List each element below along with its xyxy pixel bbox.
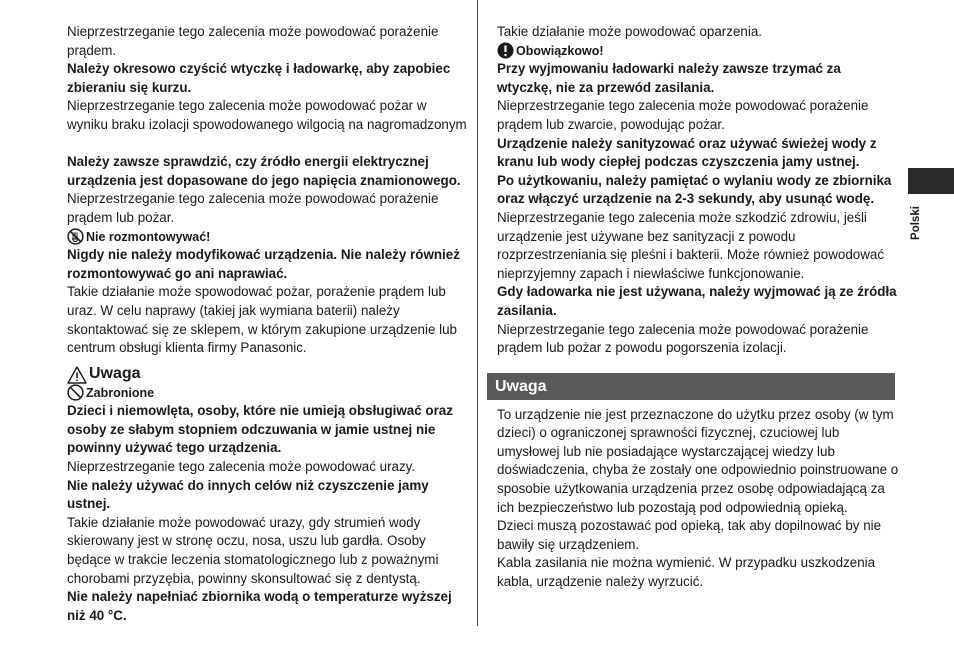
language-tab-marker bbox=[908, 168, 954, 194]
caution-section-bar: Uwaga bbox=[487, 373, 895, 400]
mandatory-heading bbox=[497, 42, 899, 61]
warning-triangle-icon bbox=[67, 366, 87, 384]
paragraph-bold: Dzieci i niemowlęta, osoby, które nie umieją obsługiwać oraz osoby ze słabym stopniem odczuwania w jamie ustnej nie powinny używać tego urządzenia. bbox=[67, 403, 453, 456]
paragraph-bold: Nie należy napełniać zbiornika wodą o temperaturze wyższej niż 40 °C. bbox=[67, 589, 452, 623]
paragraph: Dzieci muszą pozostawać pod opieką, tak aby dopilnować by nie bawiły się urządzeniem. bbox=[497, 518, 882, 552]
paragraph: Kabla zasilania nie można wymienić. W przypadku uszkodzenia kabla, urządzenie należy wyrzucić. bbox=[497, 555, 876, 590]
paragraph-bold: Przy wyjmowaniu ładowarki należy zawsze trzymać za wtyczkę, nie za przewód zasilania. bbox=[497, 61, 841, 95]
column-divider bbox=[477, 0, 478, 626]
do-not-disassemble-heading bbox=[67, 228, 467, 247]
language-label bbox=[906, 205, 926, 241]
heading-label: Obowiązkowo! bbox=[516, 43, 604, 58]
paragraph-bold: Należy okresowo czyścić wtyczkę i ładowarkę, aby zapobiec zbieraniu się kurzu. bbox=[67, 61, 451, 95]
paragraph: Nieprzestrzeganie tego zalecenia może powodować pożar w wyniku braku izolacji spowodowanego wilgocią na nagromadzonym bbox=[67, 98, 467, 132]
mandatory-exclamation-icon bbox=[497, 42, 514, 59]
paragraph-bold: Należy zawsze sprawdzić, czy źródło energii elektrycznej urządzenia jest dopasowane do jego napięcia znamionowego. bbox=[67, 154, 461, 188]
paragraph-bold: Urządzenie należy sanityzować oraz używać świeżej wody z kranu lub wody ciepłej podczas czyszczenia jamy ustnej. bbox=[497, 135, 877, 170]
paragraph: To urządzenie nie jest przeznaczone do użytku przez osoby (w tym dzieci) o ograniczonej sprawności fizycznej, czuciowej lub umysłowej lub nie posiadające wystarczającej wiedzy lub doświadczenia, chyba że zostały one odpowiednio poinstruowane o sposobie użytkowania urządzenia przez osobę odpowiadającą za ich bezpieczeństwo lub pozostają pod odpowiednią opieką. bbox=[497, 406, 899, 515]
paragraph-bold: Gdy ładowarka nie jest używana, należy wyjmować ją ze źródła zasilania. bbox=[497, 284, 897, 318]
paragraph: Nieprzestrzeganie tego zalecenia może powodować porażenie prądem lub pożar z powodu pogorszenia izolacji. bbox=[497, 321, 869, 356]
heading-label: Uwaga bbox=[89, 365, 141, 383]
spacer bbox=[67, 135, 467, 154]
paragraph-bold: Nigdy nie należy modyfikować urządzenia. Nie należy również rozmontowywać go ani naprawiać. bbox=[67, 247, 460, 281]
prohibited-icon bbox=[67, 384, 84, 401]
paragraph: Nieprzestrzeganie tego zalecenia może szkodzić zdrowiu, jeśli urządzenie jest używane bez sanityzacji z powodu rozprzestrzeniania się pleśni i bakterii. Może również powodować nieprzyjemny zapach i niewłaściwe funkcjonowanie. bbox=[497, 209, 885, 281]
paragraph: Nieprzestrzeganie tego zalecenia może powodować porażenie prądem lub pożar. bbox=[67, 191, 439, 225]
left-column bbox=[67, 23, 467, 625]
paragraph-bold: Po użytkowaniu, należy pamiętać o wylaniu wody ze zbiornika oraz włączyć urządzenie na 2-3 sekundy, aby usunąć wodę. bbox=[497, 172, 892, 207]
caution-heading bbox=[67, 362, 467, 384]
no-disassemble-icon bbox=[67, 228, 84, 245]
paragraph: Nieprzestrzeganie tego zalecenia może powodować urazy. bbox=[67, 459, 416, 475]
language-label-text: Polski bbox=[910, 206, 922, 240]
paragraph: Nieprzestrzeganie tego zalecenia może powodować porażenie prądem lub zwarcie, powodując pożar. bbox=[497, 98, 869, 132]
right-column bbox=[497, 23, 899, 592]
heading-label: Nie rozmontowywać! bbox=[86, 229, 211, 244]
heading-label: Zabronione bbox=[86, 385, 155, 400]
paragraph: Takie działanie może spowodować pożar, porażenie prądem lub uraz. W celu naprawy (takiej jak wymiana baterii) należy skontaktować się ze sklepem, w którym zakupione urządzenie lub centrum obsługi klienta firmy Panasonic. bbox=[67, 284, 458, 356]
paragraph: Takie działanie może powodować urazy, gdy strumień wody skierowany jest w stronę oczu, nosa, uszu lub gardła. Osoby będące w trakcie leczenia stomatologicznego lub z poważnymi chorobami przyzębia, powinny skonsultować się z dentystą. bbox=[67, 514, 439, 586]
paragraph: Nieprzestrzeganie tego zalecenia może powodować porażenie prądem. bbox=[67, 24, 439, 58]
paragraph: Takie działanie może powodować oparzenia. bbox=[497, 24, 762, 39]
prohibited-heading bbox=[67, 384, 467, 403]
paragraph-bold: Nie należy używać do innych celów niż czyszczenie jamy ustnej. bbox=[67, 477, 429, 512]
